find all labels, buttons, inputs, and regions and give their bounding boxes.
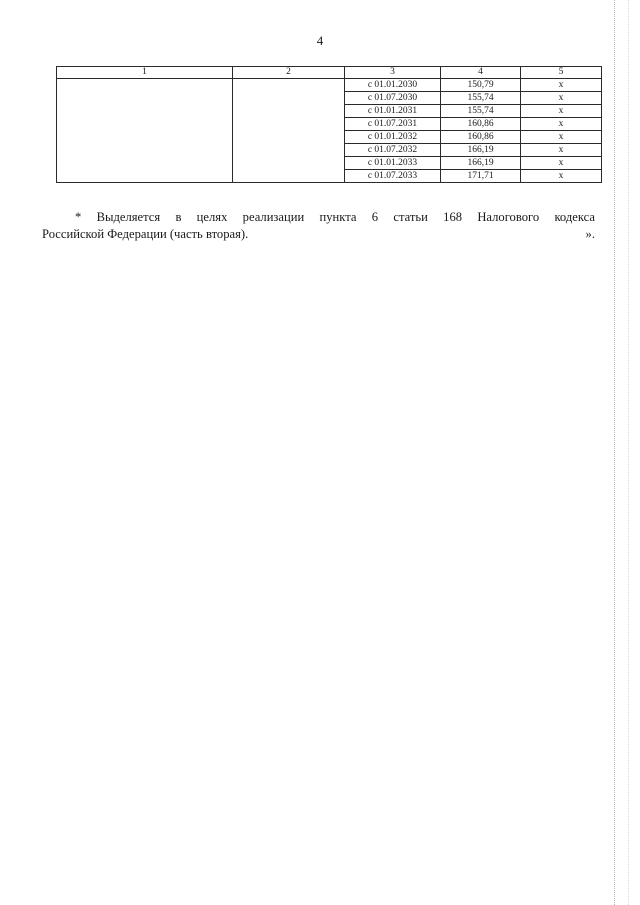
header-cell-col4: 4 — [441, 67, 521, 79]
mark-cell: х — [521, 118, 602, 131]
scan-edge-line — [614, 0, 615, 905]
period-cell: с 01.01.2030 — [345, 79, 441, 92]
period-cell: с 01.07.2033 — [345, 170, 441, 183]
mark-cell: х — [521, 105, 602, 118]
header-cell-col5: 5 — [521, 67, 602, 79]
table-header-row — [57, 67, 602, 79]
value-cell: 171,71 — [441, 170, 521, 183]
value-cell: 160,86 — [441, 118, 521, 131]
mark-cell: х — [521, 131, 602, 144]
period-cell: с 01.01.2032 — [345, 131, 441, 144]
value-cell: 166,19 — [441, 157, 521, 170]
period-cell: с 01.01.2031 — [345, 105, 441, 118]
footnote-closing-quote: ». — [585, 227, 595, 241]
value-cell: 155,74 — [441, 92, 521, 105]
header-cell-col2: 2 — [233, 67, 345, 79]
period-cell: с 01.01.2033 — [345, 157, 441, 170]
page-number: 4 — [316, 33, 324, 48]
value-cell: 150,79 — [441, 79, 521, 92]
value-cell: 160,86 — [441, 131, 521, 144]
merged-cell-col2 — [233, 79, 345, 183]
value-cell: 166,19 — [441, 144, 521, 157]
mark-cell: х — [521, 170, 602, 183]
mark-cell: х — [521, 92, 602, 105]
value-cell: 155,74 — [441, 105, 521, 118]
footnote — [42, 209, 595, 243]
header-cell-col1: 1 — [57, 67, 233, 79]
tariff-table — [56, 66, 602, 183]
footnote-line-2: Российской Федерации (часть вторая). — [42, 227, 249, 241]
period-cell: с 01.07.2031 — [345, 118, 441, 131]
mark-cell: х — [521, 157, 602, 170]
mark-cell: х — [521, 79, 602, 92]
merged-cell-col1 — [57, 79, 233, 183]
table-row — [57, 79, 602, 92]
period-cell: с 01.07.2032 — [345, 144, 441, 157]
footnote-line-2-wrap — [42, 226, 595, 243]
period-cell: с 01.07.2030 — [345, 92, 441, 105]
table-body — [57, 79, 602, 183]
header-cell-col3: 3 — [345, 67, 441, 79]
footnote-line-1: * Выделяется в целях реализации пункта 6 статьи 168 Налогового кодекса — [75, 210, 595, 224]
mark-cell: х — [521, 144, 602, 157]
scan-edge-line-secondary — [628, 0, 629, 905]
